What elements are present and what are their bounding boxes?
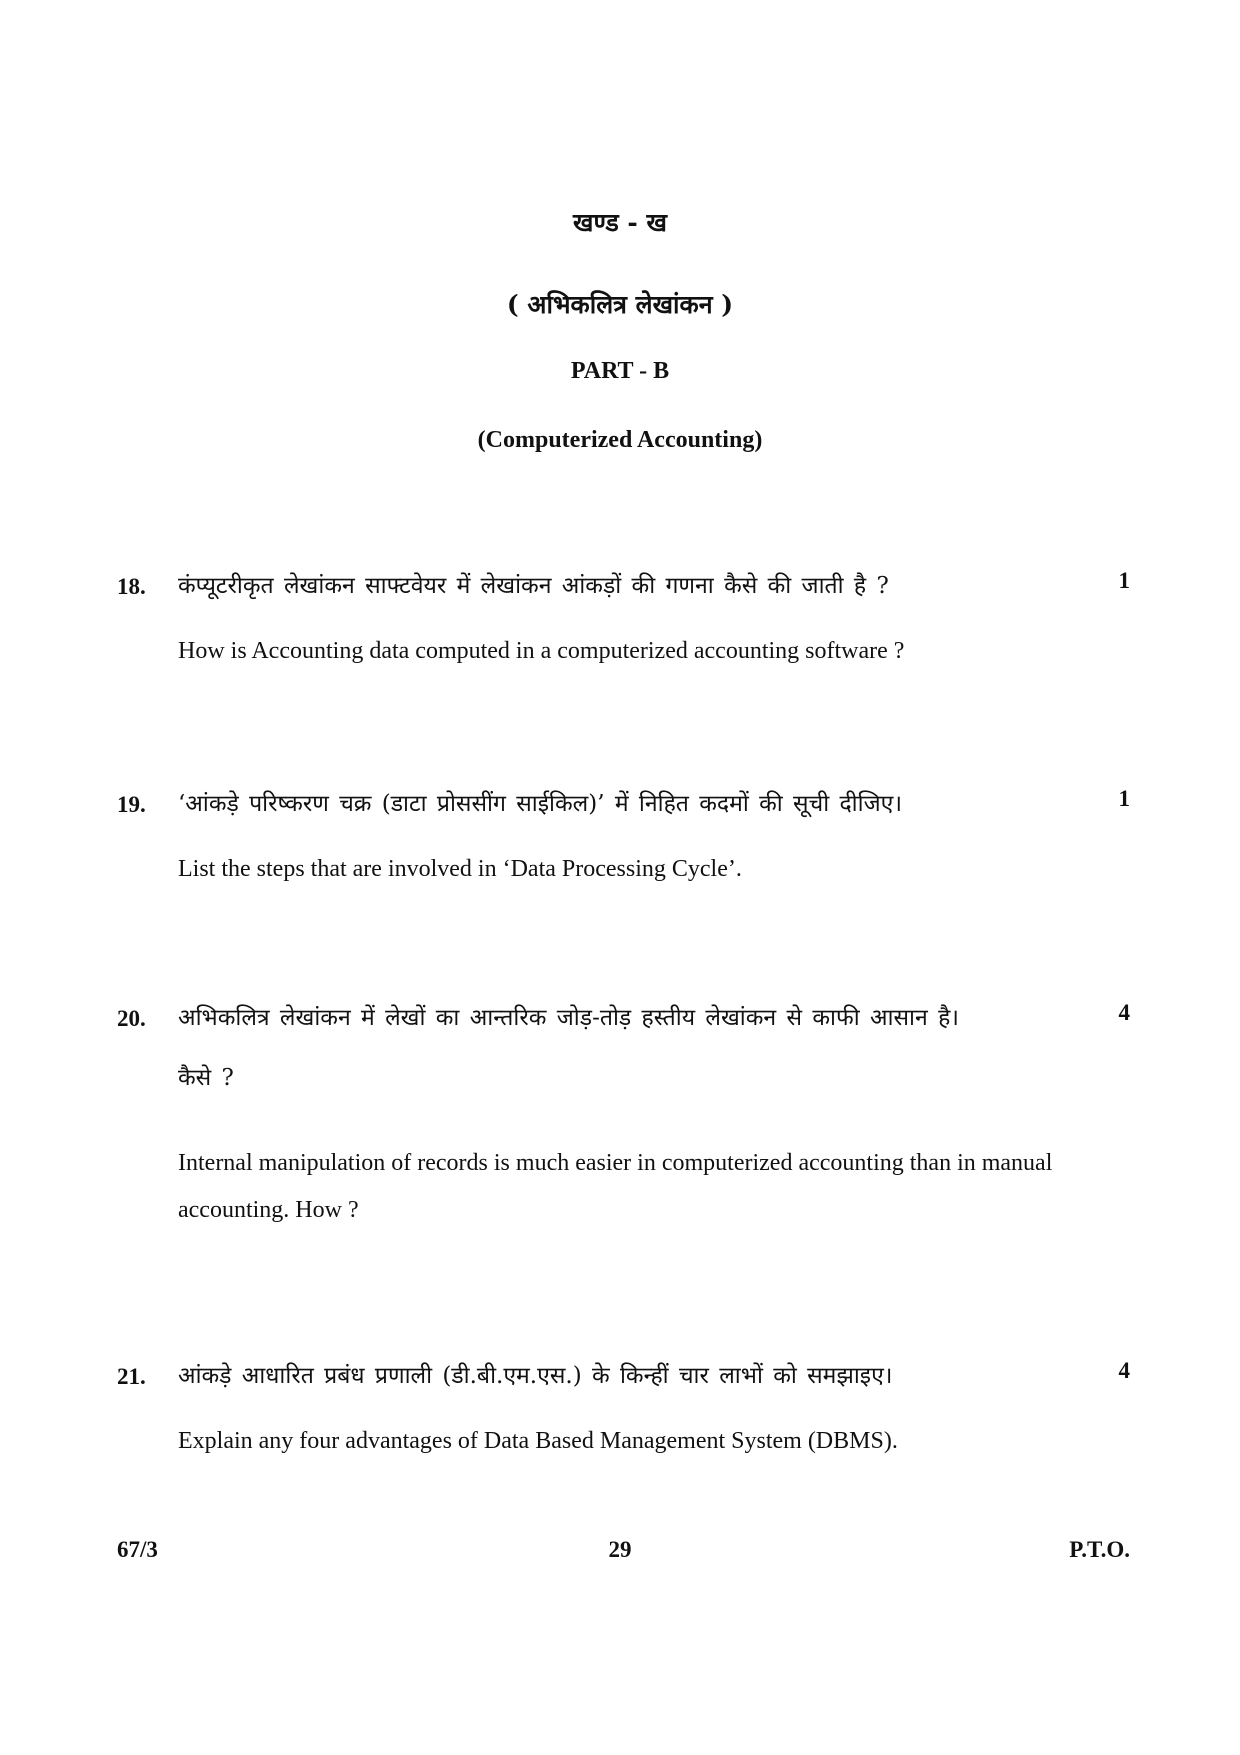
question-text-hindi-continued: कैसे ? (178, 1065, 234, 1091)
question-number: 19. (117, 792, 146, 817)
question-text-hindi: कंप्यूटरीकृत लेखांकन साफ्टवेयर में लेखांकन आंकड़ों की गणना कैसे की जाती है ? (178, 573, 889, 599)
question-number: 20. (117, 1006, 146, 1031)
question-text-english: List the steps that are involved in ‘Data Processing Cycle’. (178, 856, 742, 882)
question-text-english: Explain any four advantages of Data Based Management System (DBMS). (178, 1428, 898, 1454)
question-number: 21. (117, 1364, 146, 1389)
question-marks: 4 (1118, 1358, 1130, 1383)
page-number: 29 (608, 1537, 632, 1562)
question-text-hindi: आंकड़े आधारित प्रबंध प्रणाली (डी.बी.एम.एस.) के किन्हीं चार लाभों को समझाइए। (178, 1363, 893, 1389)
question-text-english: Internal manipulation of records is much easier in computerized accounting than in manual accounting. How ? (178, 1150, 1053, 1223)
question-text-hindi: अभिकलित्र लेखांकन में लेखों का आन्तरिक जोड़-तोड़ हस्तीय लेखांकन से काफी आसान है। (178, 1005, 960, 1031)
question-marks: 1 (1118, 786, 1130, 811)
question-number: 18. (117, 574, 146, 599)
subject-title-hindi: ( अभिकलित्र लेखांकन ) (506, 290, 734, 319)
subject-title-english: (Computerized Accounting) (477, 427, 763, 453)
section-title-hindi: खण्ड - ख (573, 208, 667, 237)
question-text-english: How is Accounting data computed in a computerized accounting software ? (178, 638, 905, 664)
pto-label: P.T.O. (1069, 1537, 1130, 1562)
paper-code: 67/3 (117, 1537, 158, 1562)
question-marks: 4 (1118, 1000, 1130, 1025)
part-title: PART - B (570, 358, 670, 384)
question-text-hindi: ‘आंकड़े परिष्करण चक्र (डाटा प्रोससींग साईकिल)’ में निहित कदमों की सूची दीजिए। (178, 791, 903, 817)
question-marks: 1 (1118, 568, 1130, 593)
